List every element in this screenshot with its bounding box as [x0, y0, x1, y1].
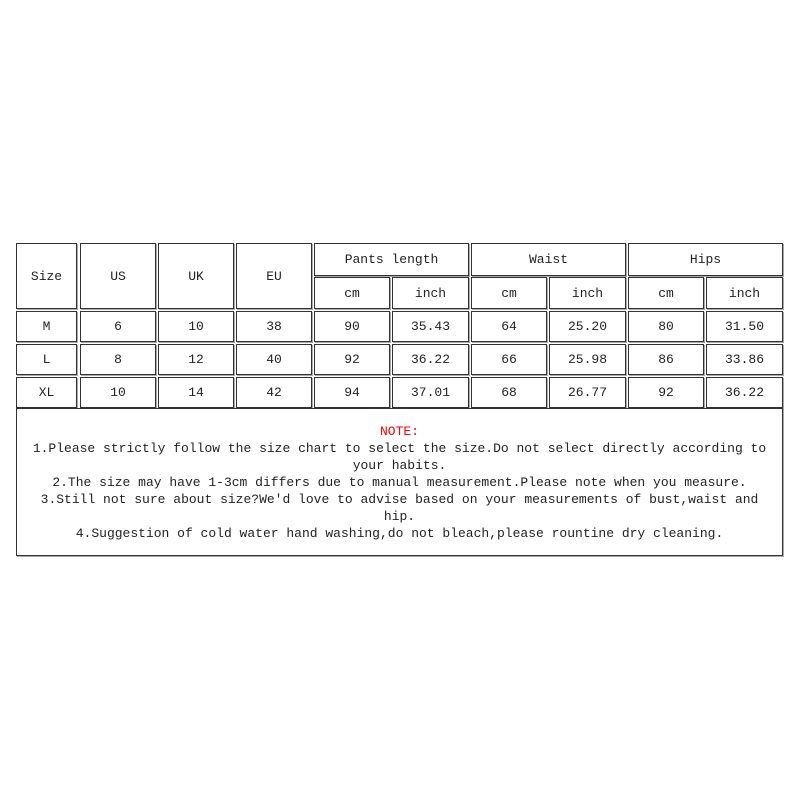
note-line-3: 3.Still not sure about size?We'd love to advise based on your measurements of bust,waist and hip.	[40, 491, 759, 524]
cell-waist-cm: 68	[471, 377, 547, 408]
cell-pants-inch: 35.43	[392, 311, 469, 342]
header-waist: Waist	[471, 243, 626, 276]
header-waist-inch: inch	[549, 277, 626, 309]
cell-pants-cm: 90	[314, 311, 390, 342]
cell-uk: 14	[158, 377, 234, 408]
header-hips-cm: cm	[628, 277, 704, 309]
header-eu: EU	[236, 243, 312, 309]
header-uk: UK	[158, 243, 234, 309]
cell-waist-inch: 25.98	[549, 344, 626, 375]
header-waist-cm: cm	[471, 277, 547, 309]
header-hips: Hips	[628, 243, 783, 276]
note-box	[16, 408, 783, 556]
cell-pants-inch: 36.22	[392, 344, 469, 375]
cell-uk: 12	[158, 344, 234, 375]
cell-hips-cm: 86	[628, 344, 704, 375]
cell-eu: 40	[236, 344, 312, 375]
cell-us: 6	[80, 311, 156, 342]
cell-uk: 10	[158, 311, 234, 342]
note-line-4: 4.Suggestion of cold water hand washing,do not bleach,please rountine dry cleaning.	[75, 525, 724, 541]
note-line-2: 2.The size may have 1-3cm differs due to manual measurement.Please note when you measure.	[52, 474, 747, 490]
cell-waist-inch: 26.77	[549, 377, 626, 408]
cell-hips-cm: 80	[628, 311, 704, 342]
cell-waist-cm: 64	[471, 311, 547, 342]
header-pants-inch: inch	[392, 277, 469, 309]
cell-hips-inch: 36.22	[706, 377, 783, 408]
note-title: NOTE:	[379, 423, 419, 439]
cell-us: 8	[80, 344, 156, 375]
cell-hips-inch: 31.50	[706, 311, 783, 342]
cell-pants-cm: 94	[314, 377, 390, 408]
cell-pants-inch: 37.01	[392, 377, 469, 408]
header-size: Size	[16, 243, 77, 309]
cell-eu: 42	[236, 377, 312, 408]
header-hips-inch: inch	[706, 277, 783, 309]
cell-hips-cm: 92	[628, 377, 704, 408]
cell-us: 10	[80, 377, 156, 408]
cell-waist-inch: 25.20	[549, 311, 626, 342]
cell-pants-cm: 92	[314, 344, 390, 375]
cell-waist-cm: 66	[471, 344, 547, 375]
cell-size: L	[16, 344, 77, 375]
header-us: US	[80, 243, 156, 309]
cell-size: M	[16, 311, 77, 342]
cell-hips-inch: 33.86	[706, 344, 783, 375]
header-pants-cm: cm	[314, 277, 390, 309]
header-pants-length: Pants length	[314, 243, 469, 276]
cell-eu: 38	[236, 311, 312, 342]
note-line-1: 1.Please strictly follow the size chart to select the size.Do not select directly according to your habits.	[32, 440, 767, 473]
cell-size: XL	[16, 377, 77, 408]
